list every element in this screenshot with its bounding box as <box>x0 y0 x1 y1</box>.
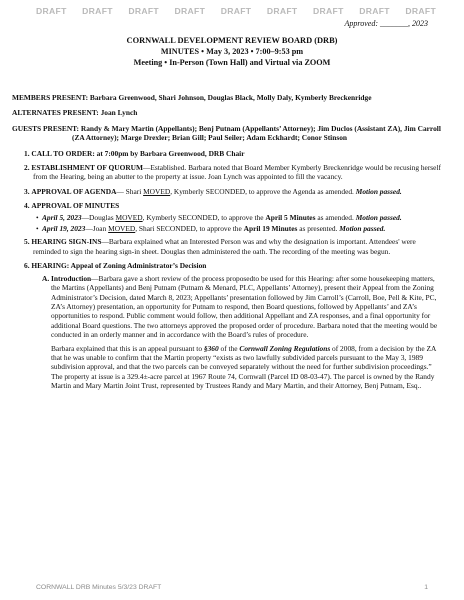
alternates-label: ALTERNATES PRESENT: <box>12 108 99 118</box>
footer-label: CORNWALL DRB Minutes 5/3/23 DRAFT <box>36 584 162 591</box>
approved-label: Approved: <box>344 19 378 28</box>
list-item <box>36 213 444 222</box>
item-heading: ESTABLISHMENT OF QUORUM <box>31 163 143 173</box>
members-label: MEMBERS PRESENT: <box>12 93 89 102</box>
document-title <box>0 35 464 68</box>
item-text: —Joan <box>85 224 109 234</box>
appeal-explanation-paragraph <box>42 344 444 391</box>
approved-blank: _______ <box>380 19 408 28</box>
approved-line <box>345 19 428 28</box>
draft-mark: DRAFT <box>313 6 344 16</box>
alternates-list: Joan Lynch <box>100 108 138 118</box>
item-call-to-order <box>24 149 444 158</box>
item-agenda <box>24 187 444 196</box>
members-list: Barbara Greenwood, Shari Johnson, Douglas Black, Molly Daly, Kymberly Breckenridge <box>89 93 372 102</box>
item-text: — Shari <box>116 186 144 196</box>
item-text: as amended. <box>315 212 356 222</box>
draft-mark: DRAFT <box>266 6 298 16</box>
item-text: —Barbara explained what an Interested Person was and why the designation is important. Attendees' were reminded to sign the hearing sign-in sheet. Douglas then administered the oath. The recording of the meeting was begun. <box>33 237 416 256</box>
item-text: , Shari SECONDED, to approve the <box>135 224 244 234</box>
subsection-heading: A. Introduction <box>42 273 92 283</box>
hearing-introduction <box>42 274 444 391</box>
item-text: , Kymberly SECONDED, to approve the Agenda as amended. <box>170 186 356 196</box>
minutes-date: MINUTES • May 3, 2023 • 7:00–9:53 pm <box>160 47 304 56</box>
moved-text: MOVED <box>143 186 171 196</box>
item-number: 5. <box>24 237 30 247</box>
draft-mark: DRAFT <box>36 6 67 16</box>
minutes-date: April 5, 2023 <box>42 212 82 222</box>
moved-text: MOVED <box>108 224 136 234</box>
moved-text: MOVED <box>115 212 143 222</box>
motion-result: Motion passed. <box>355 212 402 222</box>
board-name: CORNWALL DEVELOPMENT REVIEW BOARD (DRB) <box>126 36 338 45</box>
item-number: 2. <box>24 163 30 173</box>
guests-label: GUESTS PRESENT: <box>12 123 80 133</box>
item-text: —Established. Barbara noted that Board Member Kymberly Breckenridge would be recusing herself from the Hearing, being an abutter to the property at issue. Joan Lynch was appointed to fill the vacancy. <box>33 163 441 182</box>
regulation-title: Cornwall Zoning Regulations <box>239 343 331 353</box>
guests-list: Randy & Mary Martin (Appellants); Benj Putnam (Appellants’ Attorney); Jim Duclos (Assistant ZA), Jim Carroll (ZA Attorney); Marge Drexler; Brian Gill; Paul Seiler; Adam Eckhardt; Conor Stinson <box>72 123 441 143</box>
item-heading: HEARING SIGN-INS <box>31 237 102 247</box>
draft-mark: DRAFT <box>405 6 436 16</box>
alternates-present <box>12 108 444 117</box>
item-text: of 2008, from a decision by the ZA that he was unable to confirm that the Martin property “exists as two lawfully subdivided parcels pursuant to the May 3, 1989 subdivision approval, and that the two parcels can be conveyed separately without the need for further subdivision proceedings.” The property at issue is a 329.4±-acre parcel at 1967 Route 74, Cornwall (Parcel ID 08-03-47). The parcel is owned by the Randy Martin and Mary Martin Joint Trust, represented by Trustees Randy and Mary Martin, and their Attorney, Benj Putnam, Esq.. <box>51 343 436 391</box>
draft-watermark-row <box>36 6 436 16</box>
page-number: 1 <box>424 584 428 591</box>
item-minutes <box>24 201 444 210</box>
regulation-section: §360 <box>203 343 219 353</box>
members-present <box>12 93 444 102</box>
motion-result: Motion passed. <box>339 224 386 234</box>
motion-result: Motion passed. <box>355 186 402 196</box>
approved-year: , 2023 <box>408 19 428 28</box>
minutes-target: April 19 Minutes <box>243 224 298 234</box>
draft-mark: DRAFT <box>82 6 113 16</box>
minutes-approvals-list <box>36 213 444 234</box>
draft-mark: DRAFT <box>359 6 390 16</box>
list-item <box>36 224 444 233</box>
draft-mark: DRAFT <box>128 6 159 16</box>
item-text: —Barbara gave a short review of the process proposedto be used for this Hearing: after some housekeeping matters, the Martins (Appellants) and Benj Putnam (Putnam & Menard, PLC, Appellants’ Attorney), present their Appeal from the Zoning Administrator’s Decision, dated March 8, 2023; Appellants’ presentation followed by Jim Carroll’s (Carroll, Boe, Pell & Kite, PC, ZA’s Attorney) presentation, an opportunity for Putnam to respond, then Board questions, followed by Appellants’ and ZA’s opportunities to respond. Public comment would follow, then additional Appellant and ZA responses, and a final opportunity for additional Board questions. The two attorneys approved the proposed order of procedure. Barbara noted that the meeting would be conducted in an orderly manner and in accordance with the Board’s rules of procedure. <box>51 273 438 340</box>
meeting-location: Meeting • In-Person (Town Hall) and Virtual via ZOOM <box>133 58 331 67</box>
draft-mark: DRAFT <box>174 6 206 16</box>
item-heading: APPROVAL OF AGENDA <box>31 186 117 196</box>
item-number: 3. <box>24 186 30 196</box>
introduction-paragraph <box>42 274 444 340</box>
item-number: 1. <box>24 148 30 158</box>
page-footer <box>36 584 428 591</box>
item-number: 6. <box>24 261 30 271</box>
item-text: —Douglas <box>81 212 116 222</box>
item-hearing-sign-ins <box>24 237 444 256</box>
item-text: , Kymberly SECONDED, to approve the <box>142 212 266 222</box>
item-text: as presented. <box>297 224 340 234</box>
guests-present <box>12 124 444 143</box>
item-heading: CALL TO ORDER: at 7:00pm by Barbara Greenwood, DRB Chair <box>31 148 245 158</box>
item-number: 4. <box>24 201 30 211</box>
minutes-date: April 19, 2023 <box>42 224 86 234</box>
item-text: Barbara explained that this is an appeal pursuant to <box>51 343 204 353</box>
item-hearing-appeal <box>24 261 444 270</box>
draft-mark: DRAFT <box>220 6 252 16</box>
item-text: of the <box>218 343 240 353</box>
item-heading: APPROVAL OF MINUTES <box>31 201 120 211</box>
minutes-target: April 5 Minutes <box>265 212 316 222</box>
item-heading: HEARING: Appeal of Zoning Administrator’s Decision <box>31 261 207 271</box>
minutes-body <box>12 93 444 395</box>
item-quorum <box>24 163 444 182</box>
